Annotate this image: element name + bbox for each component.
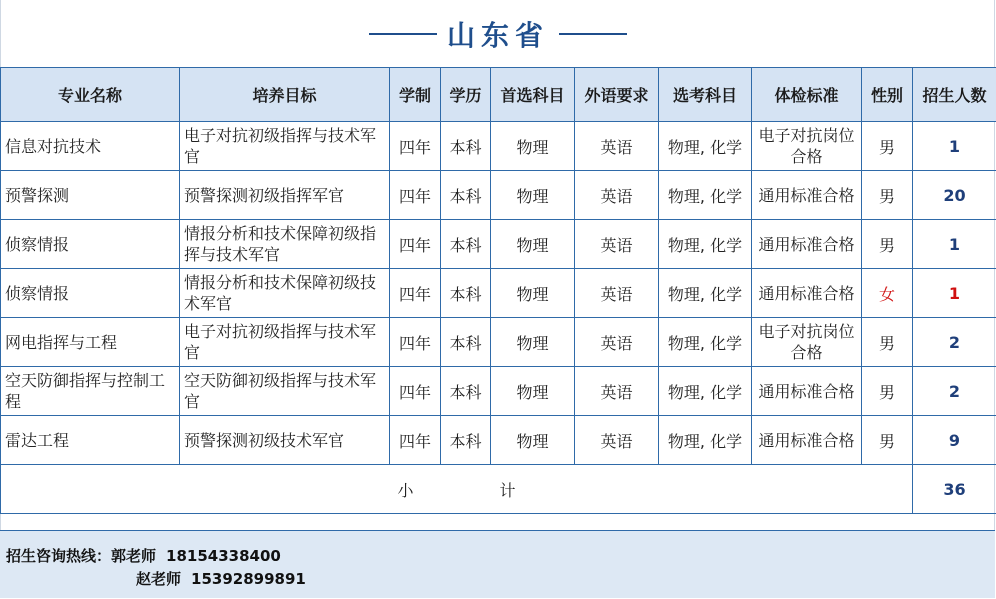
physical-exam-cell: 通用标准合格	[752, 171, 862, 220]
header-language: 外语要求	[575, 68, 659, 122]
subtotal-value: 36	[913, 465, 996, 514]
table-row	[1, 122, 996, 171]
gender-cell: 男	[862, 171, 913, 220]
count-cell: 2	[913, 318, 996, 367]
major-cell: 侦察情报	[1, 220, 180, 269]
elective-cell: 物理, 化学	[659, 367, 752, 416]
contact-line-2	[136, 568, 306, 589]
language-cell: 英语	[575, 416, 659, 465]
physical-exam-cell: 通用标准合格	[752, 220, 862, 269]
table-header-row	[1, 68, 996, 122]
count-cell: 2	[913, 367, 996, 416]
elective-cell: 物理, 化学	[659, 318, 752, 367]
table-row	[1, 220, 996, 269]
header-years: 学制	[390, 68, 441, 122]
major-cell: 信息对抗技术	[1, 122, 180, 171]
goal-cell: 预警探测初级技术军官	[180, 416, 390, 465]
goal-cell: 电子对抗初级指挥与技术军官	[180, 122, 390, 171]
language-cell: 英语	[575, 171, 659, 220]
elective-cell: 物理, 化学	[659, 269, 752, 318]
gender-cell: 女	[862, 269, 913, 318]
years-cell: 四年	[390, 122, 441, 171]
first-subject-cell: 物理	[491, 416, 575, 465]
table-row	[1, 416, 996, 465]
header-goal: 培养目标	[180, 68, 390, 122]
enrollment-table	[0, 67, 996, 514]
gender-cell: 男	[862, 318, 913, 367]
physical-exam-cell: 通用标准合格	[752, 269, 862, 318]
language-cell: 英语	[575, 122, 659, 171]
years-cell: 四年	[390, 171, 441, 220]
header-physical-exam: 体检标准	[752, 68, 862, 122]
first-subject-cell: 物理	[491, 122, 575, 171]
first-subject-cell: 物理	[491, 220, 575, 269]
major-cell: 侦察情报	[1, 269, 180, 318]
header-gender: 性别	[862, 68, 913, 122]
goal-cell: 预警探测初级指挥军官	[180, 171, 390, 220]
subtotal-label-a: 小	[397, 480, 414, 500]
elective-cell: 物理, 化学	[659, 416, 752, 465]
contact-line-1	[6, 545, 281, 566]
gender-cell: 男	[862, 220, 913, 269]
major-cell: 雷达工程	[1, 416, 180, 465]
contact-label: 招生咨询热线：	[6, 547, 112, 565]
subtotal-label	[1, 465, 913, 514]
first-subject-cell: 物理	[491, 367, 575, 416]
count-cell: 9	[913, 416, 996, 465]
contact-phone-2: 15392899891	[191, 570, 306, 588]
years-cell: 四年	[390, 220, 441, 269]
physical-exam-cell: 电子对抗岗位合格	[752, 318, 862, 367]
degree-cell: 本科	[441, 318, 491, 367]
years-cell: 四年	[390, 318, 441, 367]
page-title: 山东省	[446, 19, 549, 52]
subtotal-label-b: 计	[499, 480, 516, 500]
goal-cell: 电子对抗初级指挥与技术军官	[180, 318, 390, 367]
table-row	[1, 269, 996, 318]
contact-name-1: 郭老师	[111, 547, 157, 565]
gender-cell: 男	[862, 367, 913, 416]
table-row	[1, 171, 996, 220]
count-cell: 1	[913, 269, 996, 318]
elective-cell: 物理, 化学	[659, 122, 752, 171]
physical-exam-cell: 电子对抗岗位合格	[752, 122, 862, 171]
degree-cell: 本科	[441, 122, 491, 171]
major-cell: 网电指挥与工程	[1, 318, 180, 367]
language-cell: 英语	[575, 367, 659, 416]
degree-cell: 本科	[441, 367, 491, 416]
years-cell: 四年	[390, 416, 441, 465]
first-subject-cell: 物理	[491, 318, 575, 367]
contact-footer	[0, 530, 995, 598]
count-cell: 20	[913, 171, 996, 220]
physical-exam-cell: 通用标准合格	[752, 416, 862, 465]
goal-cell: 空天防御初级指挥与技术军官	[180, 367, 390, 416]
title-left-rule	[369, 33, 437, 35]
header-first-subject: 首选科目	[491, 68, 575, 122]
contact-name-2: 赵老师	[136, 570, 182, 588]
language-cell: 英语	[575, 220, 659, 269]
major-cell: 预警探测	[1, 171, 180, 220]
table-row	[1, 318, 996, 367]
subtotal-row	[1, 465, 996, 514]
elective-cell: 物理, 化学	[659, 171, 752, 220]
table-row	[1, 367, 996, 416]
first-subject-cell: 物理	[491, 171, 575, 220]
header-degree: 学历	[441, 68, 491, 122]
title-right-rule	[559, 33, 627, 35]
major-cell: 空天防御指挥与控制工程	[1, 367, 180, 416]
header-major: 专业名称	[1, 68, 180, 122]
degree-cell: 本科	[441, 416, 491, 465]
gender-cell: 男	[862, 416, 913, 465]
goal-cell: 情报分析和技术保障初级技术军官	[180, 269, 390, 318]
language-cell: 英语	[575, 269, 659, 318]
header-count: 招生人数	[913, 68, 996, 122]
count-cell: 1	[913, 220, 996, 269]
years-cell: 四年	[390, 367, 441, 416]
title-bar	[0, 0, 996, 68]
degree-cell: 本科	[441, 269, 491, 318]
first-subject-cell: 物理	[491, 269, 575, 318]
degree-cell: 本科	[441, 220, 491, 269]
count-cell: 1	[913, 122, 996, 171]
physical-exam-cell: 通用标准合格	[752, 367, 862, 416]
elective-cell: 物理, 化学	[659, 220, 752, 269]
goal-cell: 情报分析和技术保障初级指挥与技术军官	[180, 220, 390, 269]
gender-cell: 男	[862, 122, 913, 171]
years-cell: 四年	[390, 269, 441, 318]
contact-phone-1: 18154338400	[166, 547, 281, 565]
language-cell: 英语	[575, 318, 659, 367]
degree-cell: 本科	[441, 171, 491, 220]
header-elective: 选考科目	[659, 68, 752, 122]
